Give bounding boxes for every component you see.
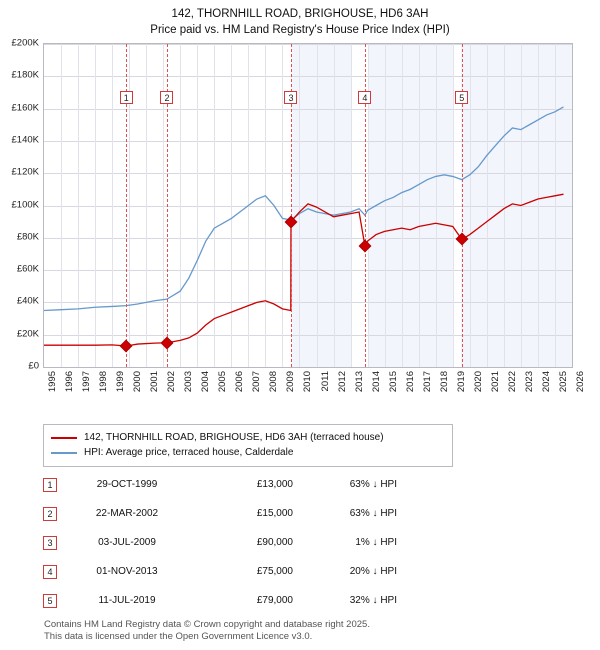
legend-item-property — [51, 430, 445, 445]
sale-date: 29-OCT-1999 — [96, 479, 158, 490]
x-tick-label: 2011 — [319, 371, 331, 392]
x-tick-label: 2023 — [523, 371, 535, 393]
x-tick-label: 2022 — [506, 371, 518, 393]
hpi-delta: 63% ↓ HPI — [349, 508, 397, 519]
event-marker-badge[interactable]: 3 — [284, 91, 297, 104]
x-tick-label: 2002 — [166, 371, 178, 393]
event-marker-badge[interactable]: 2 — [160, 91, 173, 104]
sale-price: £13,000 — [256, 479, 293, 490]
y-tick-label: £200K — [11, 37, 39, 49]
gridline-vertical — [572, 44, 573, 367]
footer-attribution — [44, 619, 584, 643]
sale-price: £79,000 — [256, 595, 293, 606]
x-tick-label: 2019 — [455, 371, 467, 393]
y-tick-label: £120K — [11, 166, 39, 178]
footer-line-1: Contains HM Land Registry data © Crown copyright and database right 2025. — [44, 619, 370, 630]
chart-container — [0, 37, 600, 393]
x-tick-label: 2009 — [285, 371, 297, 393]
y-tick-label: £80K — [16, 231, 39, 243]
x-tick-label: 2004 — [200, 371, 212, 393]
y-axis — [0, 37, 39, 372]
x-tick-label: 2000 — [132, 371, 144, 393]
row-index-badge: 2 — [43, 507, 57, 521]
event-marker-badge[interactable]: 4 — [358, 91, 371, 104]
line-swatch-blue-icon — [51, 452, 77, 454]
x-axis — [43, 371, 586, 417]
y-tick-label: £160K — [11, 102, 39, 114]
x-tick-label: 2018 — [438, 371, 450, 393]
x-tick-label: 2024 — [540, 371, 552, 393]
hpi-delta: 32% ↓ HPI — [349, 595, 397, 606]
x-tick-label: 2005 — [217, 371, 229, 393]
table-row — [43, 528, 443, 557]
sale-date: 11-JUL-2019 — [98, 595, 156, 606]
y-tick-label: £0 — [28, 360, 39, 372]
event-marker-badge[interactable]: 1 — [120, 91, 133, 104]
x-tick-label: 1997 — [81, 371, 93, 393]
hpi-delta: 20% ↓ HPI — [349, 566, 397, 577]
gridline-horizontal — [44, 367, 572, 368]
x-tick-label: 2017 — [421, 371, 433, 393]
x-tick-label: 2021 — [489, 371, 501, 393]
legend-item-hpi — [51, 445, 445, 460]
x-tick-label: 2016 — [404, 371, 416, 393]
series-line — [44, 194, 563, 346]
y-tick-label: £20K — [16, 328, 39, 340]
sale-price: £75,000 — [256, 566, 293, 577]
table-row — [43, 557, 443, 586]
sale-price: £15,000 — [256, 508, 293, 519]
table-row — [43, 586, 443, 615]
row-index-badge: 5 — [43, 594, 57, 608]
page-title: 142, THORNHILL ROAD, BRIGHOUSE, HD6 3AH — [171, 8, 429, 20]
y-tick-label: £40K — [16, 295, 39, 307]
footer-line-2: This data is licensed under the Open Government Licence v3.0. — [44, 631, 313, 642]
row-index-badge: 1 — [43, 478, 57, 492]
row-index-badge: 3 — [43, 536, 57, 550]
x-tick-label: 2013 — [353, 371, 365, 393]
x-tick-label: 2001 — [149, 371, 161, 393]
x-tick-label: 2010 — [302, 371, 314, 393]
event-marker-badge[interactable]: 5 — [455, 91, 468, 104]
table-row — [43, 499, 443, 528]
y-tick-label: £60K — [16, 263, 39, 275]
sale-date: 22-MAR-2002 — [95, 508, 159, 519]
row-index-badge: 4 — [43, 565, 57, 579]
y-tick-label: £100K — [11, 199, 39, 210]
x-tick-label: 2008 — [268, 371, 280, 393]
x-tick-label: 2025 — [557, 371, 569, 393]
x-tick-label: 1996 — [64, 371, 76, 393]
sale-date: 01-NOV-2013 — [96, 566, 158, 577]
y-tick-label: £140K — [11, 134, 39, 146]
x-tick-label: 2007 — [251, 371, 263, 393]
sale-date: 03-JUL-2009 — [98, 537, 156, 548]
sales-table — [43, 470, 443, 615]
x-tick-label: 2014 — [370, 371, 382, 393]
y-tick-label: £180K — [11, 69, 39, 81]
x-tick-label: 2006 — [234, 371, 246, 393]
x-tick-label: 2015 — [387, 371, 399, 393]
plot-area — [43, 43, 573, 368]
sale-price: £90,000 — [256, 537, 293, 548]
x-tick-label: 2012 — [336, 371, 348, 393]
hpi-delta: 1% ↓ HPI — [355, 537, 397, 548]
legend-label-property: 142, THORNHILL ROAD, BRIGHOUSE, HD6 3AH (terraced house) — [84, 432, 384, 443]
x-tick-label: 2003 — [183, 371, 195, 393]
x-tick-label: 1999 — [115, 371, 127, 393]
hpi-delta: 63% ↓ HPI — [349, 479, 397, 490]
x-tick-label: 2020 — [472, 371, 484, 393]
legend-label-hpi: HPI: Average price, terraced house, Calderdale — [84, 447, 294, 458]
line-swatch-red-icon — [51, 437, 77, 439]
chart-legend — [43, 424, 453, 467]
x-tick-label: 1995 — [47, 371, 58, 393]
page-subtitle: Price paid vs. HM Land Registry's House Price Index (HPI) — [150, 24, 450, 36]
x-tick-label: 1998 — [98, 371, 110, 393]
x-tick-label: 2026 — [575, 371, 586, 393]
table-row — [43, 470, 443, 499]
